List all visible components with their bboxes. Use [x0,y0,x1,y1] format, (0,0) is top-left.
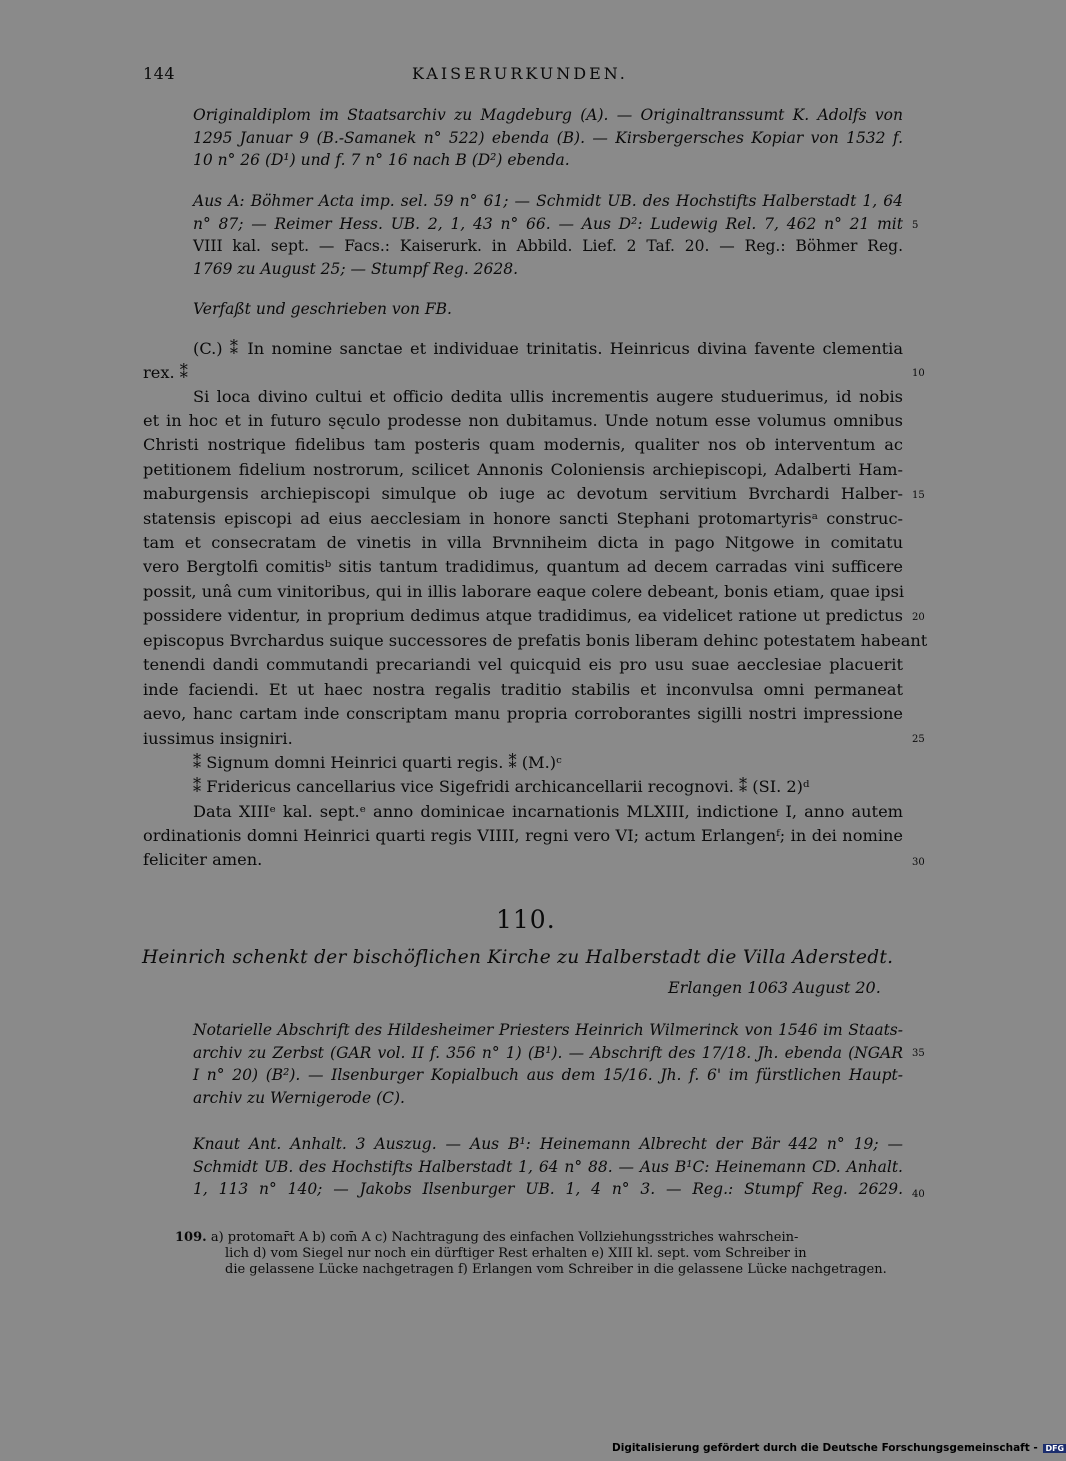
charter-line: possit, unâ cum vinitoribus, qui in illis laborare eaque colere debeant, bonis etiam, quae ipsi [143,582,905,601]
charter-line: Si loca divino cultui et officio dedita ullis incrementis augere studuerimus, id nobis [193,387,903,406]
author-note: Verfaßt und geschrieben von FB. [193,300,452,318]
line-number: 10 [912,368,925,379]
document-number: 110. [496,905,556,934]
charter-line: iussimus insigniri. [143,729,293,748]
dfg-footer [612,1442,1066,1454]
charter-line: statensis episcopi ad eius aecclesiam in honore sancti Stephani protomartyrisᵃ construc- [143,509,903,528]
charter-line: tenendi dandi commutandi precariandi vel quicquid eis pro usu suae aecclesiae placuerit [143,655,903,674]
charter-line: maburgensis archiepiscopi simulque ob iuge ac devotum servitium Bvrchardi Halber- [143,484,903,503]
line-number: 15 [912,490,925,501]
charter-line: et in hoc et in futuro sęculo prodesse non dubitamus. Unde notum esse volumus omnibus [143,411,903,430]
charter-line: petitionem fidelium nostrorum, scilicet Annonis Coloniensis archiepiscopi, Adalberti Ham- [143,460,903,479]
document-title: Heinrich schenkt der bischöflichen Kirche zu Halberstadt die Villa Aderstedt. [142,947,894,968]
text-line: 1295 Januar 9 (B.-Samanek n° 522) ebenda (B). — Kirsbergersches Kopiar von 1532 f. [193,128,903,147]
sources-110 [193,1019,903,1109]
text-line: I n° 20) (B²). — Ilsenburger Kopialbuch aus dem 15/16. Jh. f. 6' im fürstlichen Haupt- [193,1066,903,1084]
charter-line: Christi nostrique fidelibus tam posteris quam modernis, qualiter nos ob interventum ac [143,435,903,454]
sources-109 [193,104,903,172]
text-line: archiv zu Wernigerode (C). [193,1088,405,1107]
text-line: Aus A: Böhmer Acta imp. sel. 59 n° 61; — Schmidt UB. des Hochstifts Halberstadt 1, 64 [193,192,903,210]
running-title: KAISERURKUNDEN. [412,64,628,83]
literature-110 [193,1133,903,1201]
charter-line: inde faciendi. Et ut haec nostra regalis traditio stabilis et inconvulsa omni permaneat [143,680,903,699]
line-number: 20 [912,612,925,623]
line-number: 40 [912,1189,925,1200]
dfg-logo: DFG [1045,1443,1065,1453]
recognition-line: ⁑ Fridericus cancellarius vice Sigefridi archicancellarii recognovi. ⁑ (SI. 2)ᵈ [193,777,810,796]
line-number: 30 [912,857,925,868]
literature-109 [193,190,903,280]
text-line: Knaut Ant. Anhalt. 3 Auszug. — Aus B¹: Heinemann Albrecht der Bär 442 n° 19; — [193,1135,903,1153]
footnote-line: die gelassene Lücke nachgetragen f) Erlangen vom Schreiber in die gelassene Lücke nachgetragen. [225,1262,887,1277]
text-line: 1, 113 n° 140; — Jakobs Ilsenburger UB. 1, 4 n° 3. — Reg.: Stumpf Reg. 2629. [193,1180,903,1198]
charter-line: (C.) ⁑ In nomine sanctae et individuae trinitatis. Heinricus divina favente clementia [193,339,903,358]
line-number: 25 [912,734,925,745]
line-number: 5 [912,220,919,231]
footnote-line: lich d) vom Siegel nur noch ein dürftiger Rest erhalten e) XIII kl. sept. vom Schreiber in [225,1246,807,1261]
text-line: VIII kal. sept. — Facs.: Kaiserurk. in Abbild. Lief. 2 Taf. 20. — Reg.: Böhmer Reg. [193,237,903,255]
footnote-line [175,1230,905,1246]
dating-line: Data XIIIᵉ kal. sept.ᵉ anno dominicae incarnationis MLXIII, indictione I, anno autem [193,802,903,821]
text-line: archiv zu Zerbst (GAR vol. II f. 356 n° 1) (B¹). — Abschrift des 17/18. Jh. ebenda (NGAR [193,1043,903,1062]
footnote-text: a) protomar̄t A b) com̄ A c) Nachtragung des einfachen Vollziehungsstriches wahrschein- [210,1230,799,1245]
charter-line: possidere videntur, in proprium dedimus atque tradidimus, ea videlicet ratione ut predictus [143,606,903,625]
page-number: 144 [143,64,176,83]
footer-text: Digitalisierung gefördert durch die Deutsche Forschungsgemeinschaft - [612,1442,1038,1454]
dating-line: feliciter amen. [143,850,263,869]
text-line: n° 87; — Reimer Hess. UB. 2, 1, 43 n° 66. — Aus D²: Ludewig Rel. 7, 462 n° 21 mit [193,214,903,233]
charter-line: rex. ⁑ [143,363,188,382]
document-date: Erlangen 1063 August 20. [668,978,881,997]
text-line: Schmidt UB. des Hochstifts Halberstadt 1, 64 n° 88. — Aus B¹C: Heinemann CD. Anhalt. [193,1157,903,1176]
text-line: Originaldiplom im Staatsarchiv zu Magdeburg (A). — Originaltranssumt K. Adolfs von [193,106,903,124]
charter-line: tam et consecratam de vinetis in villa Brvnniheim dicta in pago Nitgowe in comitatu [143,533,903,552]
charter-line: vero Bergtolfi comitisᵇ sitis tantum tradidimus, quantum ad decem carradas vini sufficere [143,557,903,576]
signum-line: ⁑ Signum domni Heinrici quarti regis. ⁑ (M.)ᶜ [193,753,562,772]
dating-line: ordinationis domni Heinrici quarti regis VIIII, regni vero VI; actum Erlangenᶠ; in dei nomine [143,826,903,845]
text-line: 10 n° 26 (D¹) und f. 7 n° 16 nach B (D²) ebenda. [193,151,570,169]
footnotes [175,1230,905,1278]
text-line: 1769 zu August 25; — Stumpf Reg. 2628. [193,259,519,278]
line-number: 35 [912,1048,925,1059]
text-line: Notarielle Abschrift des Hildesheimer Priesters Heinrich Wilmerinck von 1546 im Staats- [193,1021,903,1039]
charter-line: aevo, hanc cartam inde conscriptam manu propria corroborantes sigilli nostri impressione [143,704,903,723]
footnote-label: 109. [175,1230,207,1245]
charter-line: episcopus Bvrchardus suique successores de prefatis bonis liberam dehinc potestatem habeant [143,631,928,650]
